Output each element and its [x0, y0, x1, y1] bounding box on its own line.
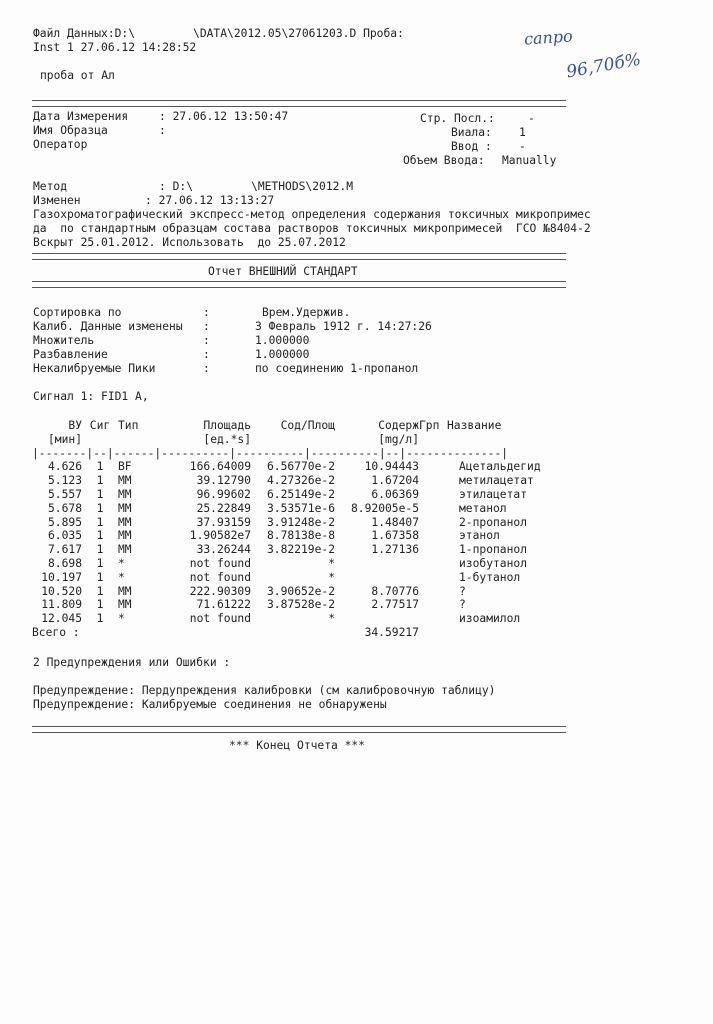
cell-amount [335, 557, 419, 571]
cell-amount [335, 571, 419, 585]
cell-area: not found [189, 570, 251, 584]
cell-area: 33.26244 [196, 543, 251, 557]
data-file-path: \DATA\2012.05\27061203.D Проба: [193, 27, 404, 40]
table-header-row-cell: Сиг [89, 419, 111, 432]
cell-type: * [118, 556, 125, 570]
sort-label: Сортировка по [33, 306, 122, 319]
method-path: \METHODS\2012.M [251, 180, 354, 193]
cell-area: 222.90309 [189, 584, 251, 598]
cell-grp [419, 502, 447, 516]
inst-line: Inst 1 27.06.12 14:28:52 [33, 41, 197, 54]
cell-name: ? [459, 598, 466, 612]
cell-ratio: 3.91248e-2 [266, 515, 335, 529]
cell-type: BF [118, 460, 132, 474]
cell-rt: 10.197 [41, 570, 82, 584]
data-file-label: Файл Данных:D:\ [33, 27, 136, 40]
seq-value: - [528, 112, 535, 125]
cell-grp [419, 488, 447, 502]
cell-amount: 2.77517 [371, 598, 419, 612]
cell-sig: 1 [96, 598, 104, 612]
cell-rt: 5.123 [47, 474, 82, 488]
cell-rt: 11.809 [41, 598, 82, 612]
sort-value: Врем.Удержив. [262, 306, 351, 319]
table-header-row [32, 419, 567, 433]
uncal-label: Некалибруемые Пики [33, 362, 156, 375]
calib-label: Калиб. Данные изменены [33, 320, 183, 333]
vial-value: 1 [519, 126, 526, 139]
handwritten-value: 96,70б% [564, 49, 643, 83]
cell-ratio: * [328, 556, 335, 570]
table-row [32, 502, 567, 516]
cell-area: 1.90582e7 [189, 529, 251, 543]
table-header-units-row-cell [251, 433, 335, 447]
cell-type: MM [118, 529, 132, 543]
cell-area: not found [189, 612, 251, 626]
operator-label: Оператор [33, 138, 88, 151]
input-label: Ввод : [451, 140, 492, 153]
cell-type: MM [118, 474, 132, 488]
data-file-line [33, 27, 404, 40]
table-row [32, 474, 567, 488]
table-row [32, 598, 567, 612]
cell-area: 39.12790 [196, 474, 251, 488]
double-rule [32, 726, 566, 733]
table-row [32, 612, 567, 626]
cell-amount: 1.27136 [371, 543, 419, 557]
cell-name: этанол [459, 529, 500, 543]
calib-value: 3 Февраль 1912 г. 14:27:26 [255, 320, 432, 333]
cell-sig: 1 [96, 529, 104, 543]
table-header-units-row [32, 433, 567, 447]
table-header-row-cell: Название [447, 419, 502, 432]
double-rule [32, 100, 566, 107]
cell-sig: 1 [96, 460, 104, 474]
table-header-units-row-cell [118, 433, 163, 447]
warnings-count: 2 Предупреждения или Ошибки : [33, 656, 231, 669]
table-header-row-cell: Тип [118, 419, 139, 432]
cell-area: 37.93159 [196, 515, 251, 529]
cell-amount: 6.06369 [371, 487, 419, 501]
cell-rt: 6.035 [47, 529, 82, 543]
vial-label: Виала: [451, 126, 492, 139]
sample-label: Имя Образца [33, 124, 108, 137]
table-header-units-row-cell [419, 433, 447, 447]
cell-amount: 1.67204 [371, 474, 419, 488]
cell-rt: 10.520 [41, 584, 82, 598]
sample-title: проба от Ал [40, 69, 115, 82]
method-label: Метод [33, 180, 68, 193]
cell-sig: 1 [96, 487, 104, 501]
table-header-units-row-cell [82, 433, 118, 447]
table-header-row-cell: ВУ [68, 419, 82, 432]
signal-line: Сигнал 1: FID1 A, [33, 390, 149, 403]
date-value: : 27.06.12 13:50:47 [159, 110, 289, 123]
mult-sep: : [203, 334, 210, 347]
cell-rt: 8.698 [47, 556, 82, 570]
total-spacer [163, 626, 335, 640]
table-row [32, 460, 567, 474]
mult-label: Множитель [33, 334, 95, 347]
sort-sep: : [203, 306, 210, 319]
cell-sig: 1 [96, 612, 104, 626]
cell-name: этилацетат [459, 487, 528, 501]
cell-ratio: 8.78138e-8 [266, 529, 335, 543]
warning-2: Предупреждение: Калибруемые соединения не обнаружены [33, 698, 387, 711]
table-row [32, 571, 567, 585]
table-row [32, 543, 567, 557]
cell-type: MM [118, 515, 132, 529]
cell-name: изоамилол [459, 612, 521, 626]
table-total-row [32, 626, 567, 640]
table-header-row-cell: Содерж [378, 419, 419, 432]
cell-type: * [118, 570, 125, 584]
cell-rt: 5.895 [47, 515, 82, 529]
cell-grp [419, 557, 447, 571]
cell-type: MM [118, 501, 132, 515]
cell-sig: 1 [96, 543, 104, 557]
table-header-units-row-cell: [мин] [47, 432, 82, 446]
cell-name: изобутанол [459, 556, 528, 570]
cell-ratio: 3.53571e-6 [266, 501, 335, 515]
table-header-row-cell: Грп [419, 419, 440, 432]
cell-ratio: * [328, 612, 335, 626]
cell-sig: 1 [96, 474, 104, 488]
table-separator: |-------|--|------|----------|----------|----------|--|--------------| [32, 446, 509, 460]
warning-1: Предупреждение: Пердупреждения калибровки (см калибровочную таблицу) [33, 684, 496, 697]
cell-rt: 12.045 [41, 612, 82, 626]
cell-grp [419, 516, 447, 530]
table-header-units-row-cell [447, 433, 567, 447]
cell-sig: 1 [96, 584, 104, 598]
table-row [32, 488, 567, 502]
report-title: Отчет ВНЕШНИЙ СТАНДАРТ [208, 265, 358, 278]
dil-value: 1.000000 [255, 348, 310, 361]
cell-rt: 4.626 [47, 460, 82, 474]
cell-sig: 1 [96, 501, 104, 515]
total-value: 34.59217 [364, 625, 419, 639]
cell-sig: 1 [96, 570, 104, 584]
cell-name: ? [459, 584, 466, 598]
cell-rt: 7.617 [47, 543, 82, 557]
cell-area: 96.99602 [196, 487, 251, 501]
cell-grp [419, 474, 447, 488]
uncal-value: по соединению 1-пропанол [255, 362, 419, 375]
cell-area: 71.61222 [196, 598, 251, 612]
seq-label: Стр. Посл.: [420, 112, 495, 125]
method-desc-1: Газохроматографический экспресс-метод определения содержания токсичных микропримес [33, 208, 591, 221]
results-table [32, 419, 567, 640]
cell-area: not found [189, 556, 251, 570]
double-rule [32, 253, 566, 260]
cell-name: 1-пропанол [459, 543, 528, 557]
method-prefix: : D:\ [159, 180, 194, 193]
input-value: - [519, 140, 526, 153]
end-of-report: *** Конец Отчета *** [229, 739, 366, 752]
cell-name: метанол [459, 501, 507, 515]
dil-sep: : [203, 348, 210, 361]
double-rule [32, 281, 566, 288]
total-label: Всего : [32, 625, 80, 639]
cell-ratio: 4.27326e-2 [266, 474, 335, 488]
cell-ratio: 3.87528e-2 [266, 598, 335, 612]
table-header-units-row-cell: [mg/л] [378, 432, 419, 446]
cell-ratio: 3.82219e-2 [266, 543, 335, 557]
cell-ratio: 6.56770e-2 [266, 460, 335, 474]
uncal-sep: : [203, 362, 210, 375]
handwritten-note: сапро [523, 26, 574, 49]
sample-value: : [159, 124, 166, 137]
volume-label: Объем Ввода: [403, 154, 485, 167]
cell-ratio: 6.25149e-2 [266, 487, 335, 501]
table-header-units-row-cell: [ед.*s] [203, 432, 251, 446]
table-row [32, 516, 567, 530]
dil-label: Разбавление [33, 348, 108, 361]
cell-rt: 5.678 [47, 501, 82, 515]
changed-value: : 27.06.12 13:13:27 [145, 194, 275, 207]
cell-grp [419, 529, 447, 543]
table-separator-row [32, 447, 567, 461]
table-header-row-cell: Сод/Площ [280, 419, 335, 432]
cell-sig: 1 [96, 556, 104, 570]
cell-amount: 1.67358 [371, 529, 419, 543]
cell-grp [419, 585, 447, 599]
table-row [32, 557, 567, 571]
cell-name: Ацетальдегид [459, 460, 541, 474]
cell-grp [419, 460, 447, 474]
cell-amount: 1.48407 [371, 515, 419, 529]
cell-grp [419, 612, 447, 626]
method-value [159, 180, 353, 193]
results-table-body [32, 419, 567, 640]
table-row [32, 529, 567, 543]
cell-amount: 10.94443 [364, 460, 419, 474]
cell-type: MM [118, 543, 132, 557]
method-desc-2: да по стандартным образцам состава растворов токсичных микропримесей ГСО №8404-2 [33, 222, 591, 235]
cell-name: 2-пропанол [459, 515, 528, 529]
cell-ratio: 3.90652e-2 [266, 584, 335, 598]
date-label: Дата Измерения [33, 110, 129, 123]
cell-amount [335, 612, 419, 626]
cell-area: 166.64009 [189, 460, 251, 474]
table-row [32, 585, 567, 599]
cell-grp [419, 543, 447, 557]
cell-grp [419, 598, 447, 612]
changed-label: Изменен [33, 194, 81, 207]
cell-area: 25.22849 [196, 501, 251, 515]
cell-name: 1-бутанол [459, 570, 521, 584]
cell-ratio: * [328, 570, 335, 584]
cell-type: MM [118, 584, 132, 598]
cell-name: метилацетат [459, 474, 534, 488]
method-desc-3: Вскрыт 25.01.2012. Использовать до 25.07.2012 [33, 236, 346, 249]
volume-value: Manually [502, 154, 557, 167]
mult-value: 1.000000 [255, 334, 310, 347]
cell-rt: 5.557 [47, 487, 82, 501]
cell-grp [419, 571, 447, 585]
cell-type: * [118, 612, 125, 626]
cell-sig: 1 [96, 515, 104, 529]
cell-type: MM [118, 487, 132, 501]
cell-type: MM [118, 598, 132, 612]
calib-sep: : [203, 320, 210, 333]
cell-amount: 8.92005e-5 [350, 501, 419, 515]
table-header-row-cell: Площадь [203, 419, 251, 432]
cell-amount: 8.70776 [371, 584, 419, 598]
